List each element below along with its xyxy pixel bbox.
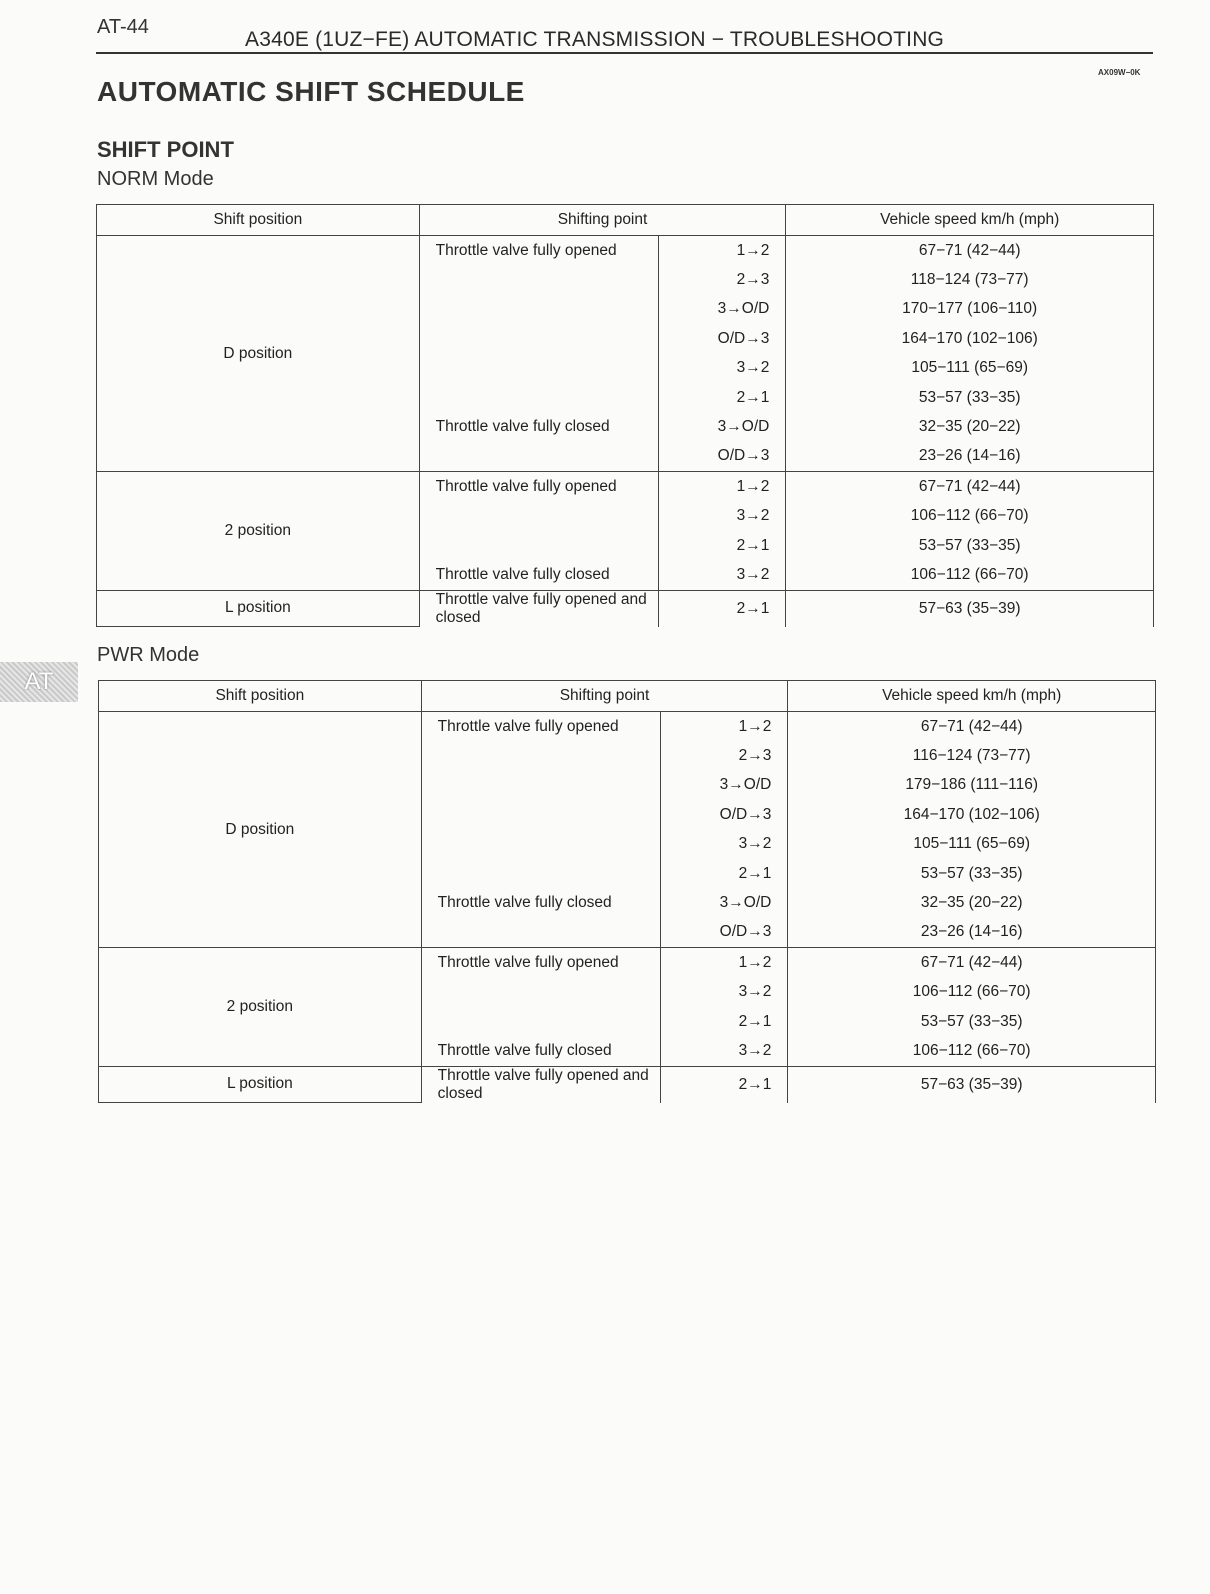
table-row [97, 590, 1154, 627]
shift-position-cell: D position [97, 236, 420, 472]
document-code: AX09W−0K [1098, 68, 1141, 77]
gear-shift: 3→2 [659, 502, 786, 531]
gear-shift: 2→1 [661, 1007, 788, 1036]
throttle-condition: Throttle valve fully opened [419, 472, 659, 502]
vehicle-speed: 67−71 (42−44) [788, 948, 1156, 978]
gear-shift: 3→2 [659, 354, 786, 383]
throttle-condition: Throttle valve fully closed [421, 888, 661, 917]
vehicle-speed: 116−124 (73−77) [788, 741, 1156, 770]
gear-shift: 3→2 [661, 830, 788, 859]
vehicle-speed: 179−186 (111−116) [788, 771, 1156, 800]
header-row [99, 681, 1156, 712]
throttle-condition: Throttle valve fully opened [421, 948, 661, 978]
gear-shift: O/D→3 [659, 324, 786, 353]
column-header-vehicle-speed: Vehicle speed km/h (mph) [788, 681, 1156, 712]
table-row [99, 1066, 1156, 1103]
throttle-condition [419, 442, 659, 472]
section-tab-at: AT [0, 662, 78, 702]
vehicle-speed: 57−63 (35−39) [788, 1066, 1156, 1103]
throttle-condition [421, 800, 661, 829]
shift-position-cell: 2 position [97, 472, 420, 591]
vehicle-speed: 106−112 (66−70) [788, 978, 1156, 1007]
throttle-condition [419, 383, 659, 412]
vehicle-speed: 164−170 (102−106) [788, 800, 1156, 829]
vehicle-speed: 170−177 (106−110) [786, 295, 1154, 324]
throttle-condition [419, 324, 659, 353]
vehicle-speed: 118−124 (73−77) [786, 265, 1154, 294]
gear-shift: 3→2 [661, 1036, 788, 1066]
gear-shift: O/D→3 [661, 918, 788, 948]
column-header-shifting-point: Shifting point [419, 205, 786, 236]
throttle-condition [419, 265, 659, 294]
throttle-condition [421, 771, 661, 800]
gear-shift: 1→2 [661, 712, 788, 742]
throttle-condition [419, 354, 659, 383]
throttle-condition: Throttle valve fully closed [419, 412, 659, 441]
page-title: AUTOMATIC SHIFT SCHEDULE [97, 76, 525, 107]
throttle-condition [421, 830, 661, 859]
gear-shift: 2→1 [659, 531, 786, 560]
gear-shift: 1→2 [661, 948, 788, 978]
vehicle-speed: 57−63 (35−39) [786, 590, 1154, 627]
table-row [97, 236, 1154, 266]
column-header-vehicle-speed: Vehicle speed km/h (mph) [786, 205, 1154, 236]
gear-shift: 2→1 [659, 383, 786, 412]
vehicle-speed: 53−57 (33−35) [788, 1007, 1156, 1036]
vehicle-speed: 32−35 (20−22) [788, 888, 1156, 917]
throttle-condition [419, 531, 659, 560]
gear-shift: O/D→3 [659, 442, 786, 472]
shift-position-cell: 2 position [99, 948, 422, 1067]
gear-shift: 2→1 [661, 859, 788, 888]
gear-shift: 3→O/D [661, 771, 788, 800]
throttle-condition [421, 741, 661, 770]
vehicle-speed: 53−57 (33−35) [788, 859, 1156, 888]
vehicle-speed: 164−170 (102−106) [786, 324, 1154, 353]
throttle-condition: Throttle valve fully closed [419, 560, 659, 590]
throttle-condition: Throttle valve fully closed [421, 1036, 661, 1066]
header-rule [96, 52, 1153, 54]
vehicle-speed: 23−26 (14−16) [788, 918, 1156, 948]
vehicle-speed: 105−111 (65−69) [788, 830, 1156, 859]
throttle-condition: Throttle valve fully opened and closed [421, 1066, 661, 1103]
gear-shift: 3→2 [661, 978, 788, 1007]
page-number: AT-44 [97, 16, 149, 38]
column-header-shift-position: Shift position [97, 205, 420, 236]
shift-position-cell: L position [99, 1066, 422, 1103]
vehicle-speed: 53−57 (33−35) [786, 383, 1154, 412]
gear-shift: 1→2 [659, 472, 786, 502]
gear-shift: 3→O/D [661, 888, 788, 917]
vehicle-speed: 67−71 (42−44) [788, 712, 1156, 742]
throttle-condition: Throttle valve fully opened [419, 236, 659, 266]
vehicle-speed: 67−71 (42−44) [786, 472, 1154, 502]
gear-shift: 3→O/D [659, 412, 786, 441]
table-row [99, 948, 1156, 978]
pwr-shift-table [98, 680, 1156, 1103]
section-title: SHIFT POINT [97, 137, 234, 162]
throttle-condition [421, 1007, 661, 1036]
vehicle-speed: 53−57 (33−35) [786, 531, 1154, 560]
vehicle-speed: 32−35 (20−22) [786, 412, 1154, 441]
throttle-condition: Throttle valve fully opened and closed [419, 590, 659, 627]
column-header-shift-position: Shift position [99, 681, 422, 712]
gear-shift: 3→2 [659, 560, 786, 590]
gear-shift: 2→1 [659, 590, 786, 627]
throttle-condition [421, 978, 661, 1007]
gear-shift: 2→3 [661, 741, 788, 770]
norm-mode-heading: NORM Mode [97, 168, 214, 190]
running-header: A340E (1UZ−FE) AUTOMATIC TRANSMISSION − TROUBLESHOOTING [245, 28, 945, 51]
shift-position-cell: L position [97, 590, 420, 627]
throttle-condition [421, 859, 661, 888]
norm-shift-table [96, 204, 1154, 627]
vehicle-speed: 106−112 (66−70) [786, 502, 1154, 531]
header-row [97, 205, 1154, 236]
gear-shift: 2→3 [659, 265, 786, 294]
gear-shift: 2→1 [661, 1066, 788, 1103]
vehicle-speed: 106−112 (66−70) [788, 1036, 1156, 1066]
gear-shift: 1→2 [659, 236, 786, 266]
column-header-shifting-point: Shifting point [421, 681, 788, 712]
throttle-condition [421, 918, 661, 948]
vehicle-speed: 23−26 (14−16) [786, 442, 1154, 472]
shift-position-cell: D position [99, 712, 422, 948]
table-row [99, 712, 1156, 742]
gear-shift: O/D→3 [661, 800, 788, 829]
pwr-mode-heading: PWR Mode [97, 644, 200, 666]
throttle-condition: Throttle valve fully opened [421, 712, 661, 742]
vehicle-speed: 67−71 (42−44) [786, 236, 1154, 266]
gear-shift: 3→O/D [659, 295, 786, 324]
throttle-condition [419, 502, 659, 531]
table-row [97, 472, 1154, 502]
vehicle-speed: 106−112 (66−70) [786, 560, 1154, 590]
vehicle-speed: 105−111 (65−69) [786, 354, 1154, 383]
throttle-condition [419, 295, 659, 324]
